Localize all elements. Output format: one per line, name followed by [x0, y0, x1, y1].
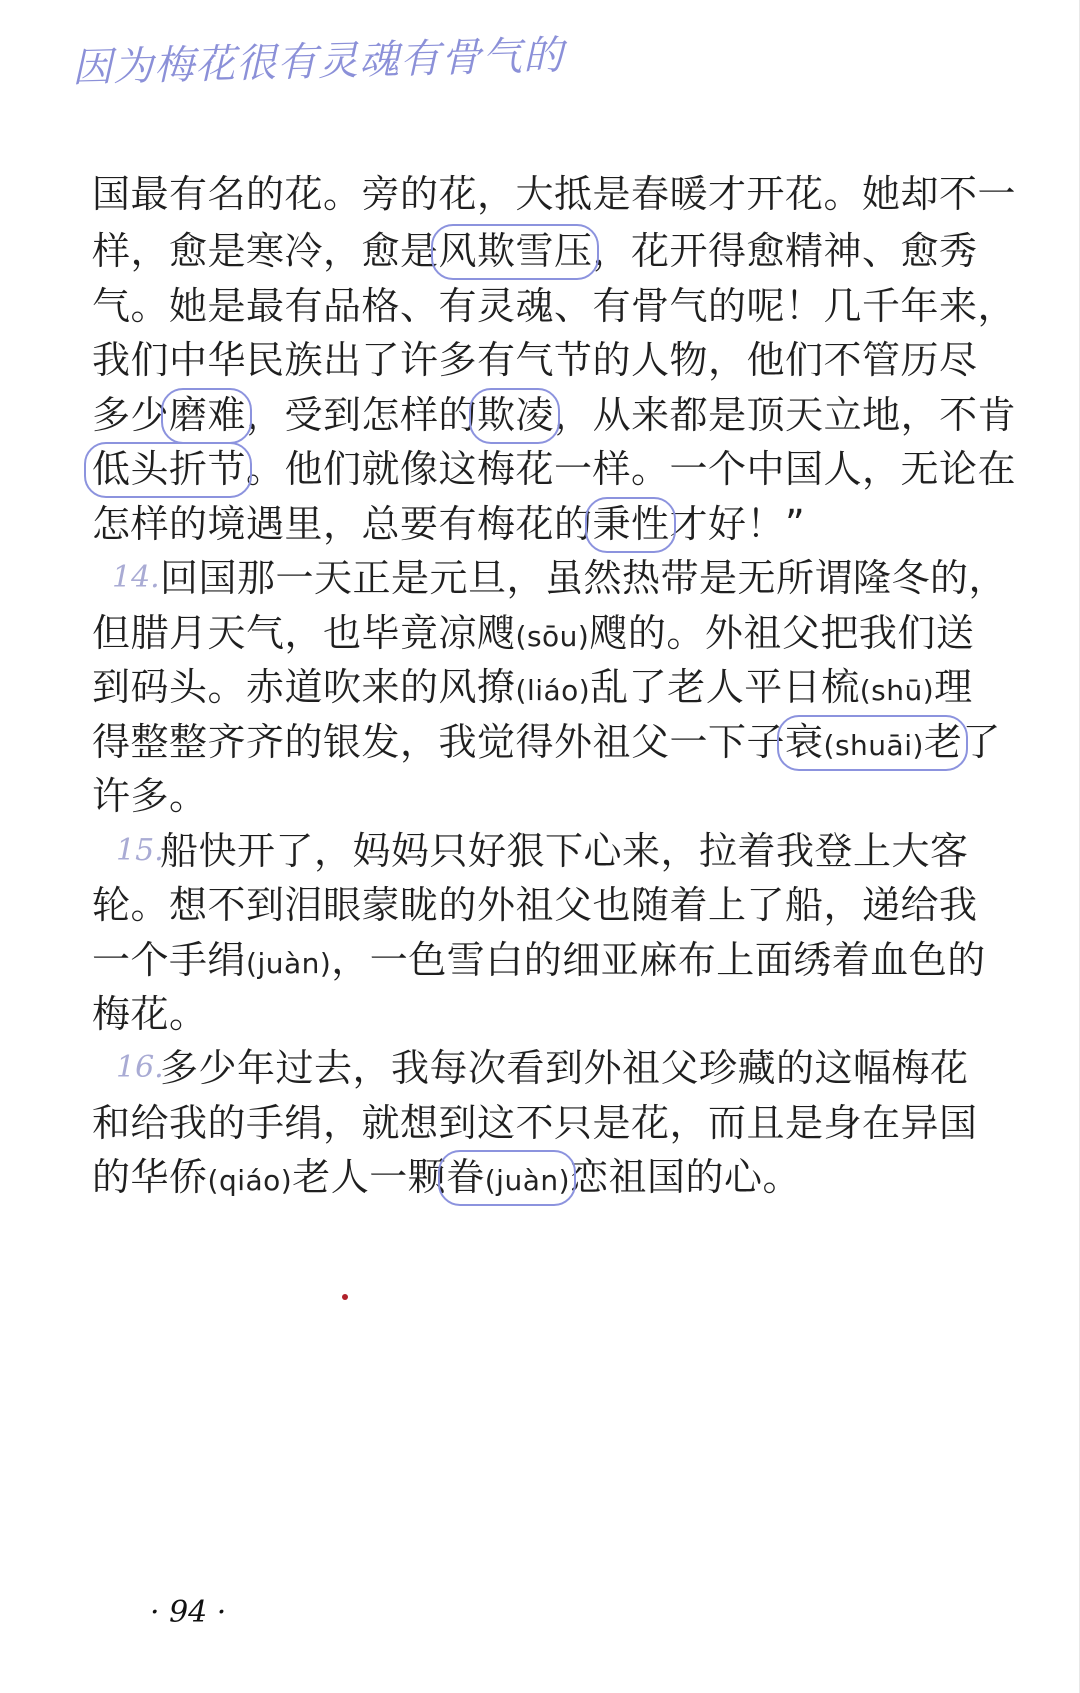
text-line-5 — [92, 393, 1017, 437]
circled-word-ditouzhejie: 低头折节 — [92, 447, 247, 491]
text-line-7 — [92, 502, 806, 546]
pinyin-annotation: (liáo) — [515, 674, 591, 707]
text-segment: 。他们就像这梅花一样。一个中国人，无论在 — [246, 447, 1017, 491]
text-segment: ，受到怎样的 — [246, 393, 478, 437]
text-line-18: 和给我的手绢，就想到这不只是花，而且是身在异国 — [92, 1101, 978, 1145]
text-line-12: 许多。 — [92, 774, 208, 818]
text-segment: 得整整齐齐的银发，我觉得外祖父一下子 — [92, 720, 786, 764]
text-segment: 老 — [923, 720, 963, 764]
circled-word-monan: 磨难 — [169, 393, 247, 437]
text-line-17: 多少年过去，我每次看到外祖父珍藏的这幅梅花 — [160, 1046, 969, 1090]
text-line-15 — [92, 938, 986, 982]
text-segment: 才好！” — [669, 502, 806, 546]
text-segment: 衰 — [785, 720, 824, 764]
text-segment: 一个手绢 — [92, 938, 247, 982]
paragraph-number-14: 14. — [112, 560, 160, 595]
pinyin-annotation: (qiáo) — [207, 1164, 293, 1197]
ink-dot — [342, 1294, 348, 1300]
pinyin-annotation: (shuāi) — [823, 729, 924, 762]
pinyin-annotation: (sōu) — [515, 620, 590, 653]
text-line-14: 轮。想不到泪眼蒙眬的外祖父也随着上了船，递给我 — [92, 883, 978, 927]
circled-word-juan — [446, 1155, 571, 1199]
circled-word-qiling: 欺凌 — [477, 393, 555, 437]
text-line-3: 气。她是最有品格、有灵魂、有骨气的呢！几千年来， — [92, 284, 1017, 328]
text-segment: 怎样的境遇里，总要有梅花的 — [92, 502, 593, 546]
text-segment: 理 — [934, 665, 973, 709]
page-number: · 94 · — [150, 1595, 227, 1630]
text-line-13: 船快开了，妈妈只好狠下心来，拉着我登上大客 — [160, 829, 969, 873]
pinyin-annotation: (juàn) — [246, 947, 332, 980]
text-line-11 — [92, 720, 1001, 764]
text-segment: 老人一颗 — [292, 1155, 447, 1199]
circled-word-fengqixueya: 风欺雪压 — [438, 229, 593, 273]
text-line-19 — [92, 1155, 802, 1199]
text-line-16: 梅花。 — [92, 992, 208, 1036]
text-line-8: 回国那一天正是元旦，虽然热带是无所谓隆冬的， — [160, 556, 1008, 600]
text-segment: 样，愈是寒冷，愈是 — [92, 229, 439, 273]
text-segment: 多少 — [92, 393, 170, 437]
text-segment: 了 — [962, 720, 1001, 764]
text-line-6 — [92, 447, 1017, 491]
text-line-9 — [92, 611, 975, 655]
paragraph-number-16: 16. — [116, 1050, 164, 1085]
text-segment: 到码头。赤道吹来的风撩 — [92, 665, 516, 709]
text-line-4: 我们中华民族出了许多有气节的人物，他们不管历尽 — [92, 338, 978, 382]
handwritten-note: 因为梅花很有灵魂有骨气的 — [71, 32, 565, 92]
text-segment: ，从来都是顶天立地，不肯 — [554, 393, 1017, 437]
text-segment: 恋祖国的心。 — [570, 1155, 802, 1199]
text-segment: ，花开得愈精神、愈秀 — [592, 229, 978, 273]
text-segment: 眷 — [446, 1155, 485, 1199]
circled-word-shuailao — [785, 720, 963, 764]
text-segment: 乱了老人平日梳 — [590, 665, 860, 709]
text-segment: 的华侨 — [92, 1155, 208, 1199]
pinyin-annotation: (shū) — [859, 674, 935, 707]
text-line-10 — [92, 665, 973, 709]
text-line-1: 国最有名的花。旁的花，大抵是春暖才开花。她却不一 — [92, 172, 1017, 216]
paragraph-number-15: 15. — [116, 833, 164, 868]
text-segment: 但腊月天气，也毕竟凉飕 — [92, 611, 516, 655]
circled-word-bingxing: 秉性 — [592, 502, 670, 546]
text-segment: ，一色雪白的细亚麻布上面绣着血色的 — [331, 938, 986, 982]
text-line-2 — [92, 229, 978, 273]
pinyin-annotation: (juàn) — [484, 1164, 571, 1197]
text-segment: 飕的。外祖父把我们送 — [589, 611, 975, 655]
